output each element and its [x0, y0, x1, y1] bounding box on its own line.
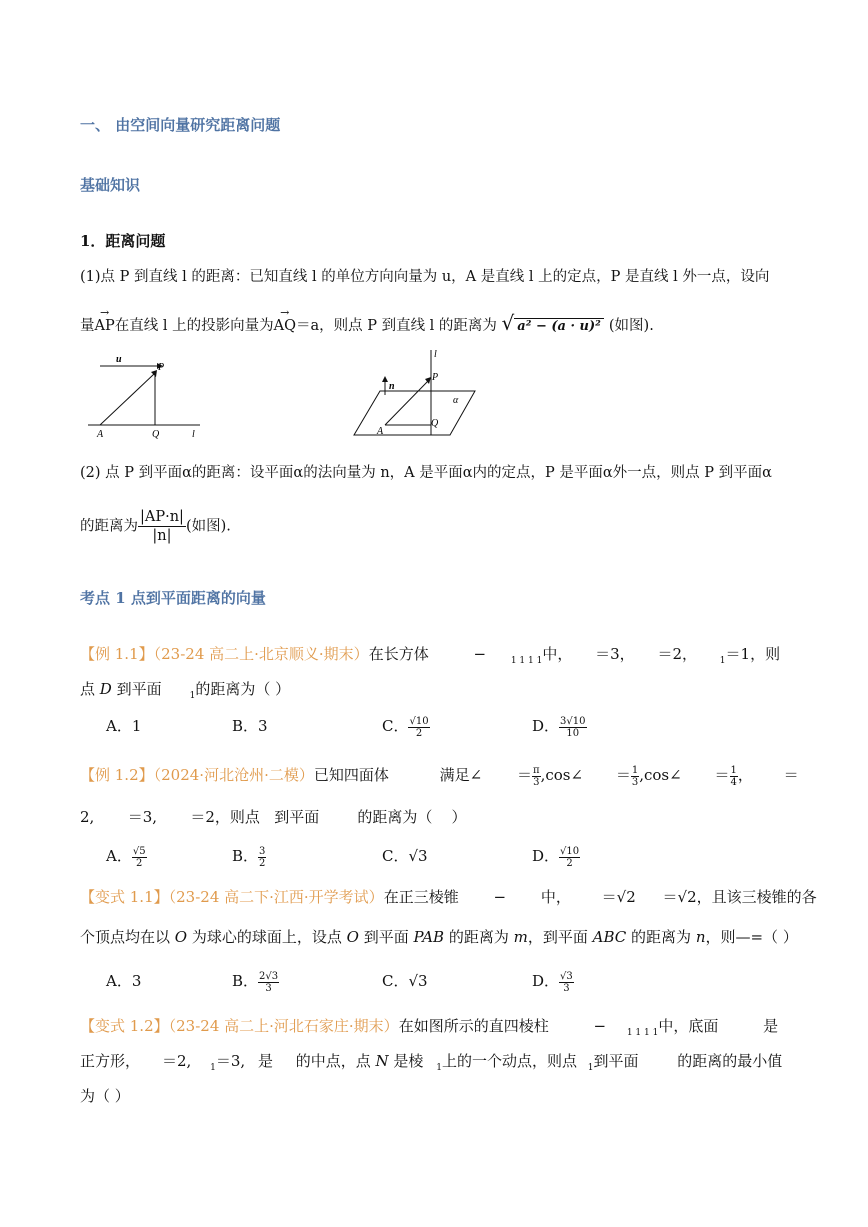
- para2-fraction: $\frac{|AP\cdot n|}{|n|}$: [140, 509, 184, 544]
- option-a: A．3: [106, 972, 142, 990]
- option-b: B． $\frac{2√3}{3}$: [232, 970, 279, 994]
- option-b: B．3: [232, 717, 268, 735]
- option-c: C． $\frac{√10}{2}$: [382, 715, 429, 739]
- example-1-1-line1: 【例 1.1】（23-24 高二上·北京顺义·期末）在长方体 − $_{1 1 1 1}$中， ＝3， ＝2， $_1$＝1，则: [80, 645, 781, 666]
- variant-source: （23-24 高二下·江西·开学考试）: [168, 888, 384, 906]
- variant-1-2-line2: 正方形， ＝2, $_1$＝3, 是 的中点，点 N 是棱 $_1$上的一个动点，则点 $_1$到平面 的距离的最小值: [80, 1052, 783, 1073]
- fig1-q-label: Q: [152, 429, 160, 440]
- variant-1-1-line2: 个顶点均在以 O 为球心的球面上，设点 O 到平面 PAB 的距离为 m，到平面 ABC 的距离为 n，则—=（ ）: [80, 928, 798, 946]
- option-a: A．1: [106, 717, 142, 735]
- variant-tag: 【变式 1.1】: [80, 888, 169, 906]
- option-b: B． $\frac{3}{2}$: [232, 845, 266, 869]
- option-a: A． $\frac{√5}{2}$: [106, 845, 146, 869]
- fig1-u-label: u: [116, 354, 122, 365]
- figure-point-plane-distance: [350, 345, 480, 440]
- example-1-1-options: [106, 715, 587, 739]
- kaodian-heading: 考点 1 点到平面距离的向量: [80, 589, 266, 607]
- fig2-p-label: P: [432, 372, 439, 383]
- fig1-l-label: l: [192, 429, 195, 440]
- variant-1-1-line1: 【变式 1.1】（23-24 高二下·江西·开学考试）在正三棱锥 − 中， ＝√2 ＝√2，且该三棱锥的各: [80, 888, 817, 906]
- example-source: （23-24 高二上·北京顺义·期末）: [153, 645, 369, 663]
- variant-1-2-line1: 【变式 1.2】（23-24 高二上·河北石家庄·期末）在如图所示的直四棱柱 − $_{1 1 1 1}$中，底面 是: [80, 1017, 779, 1038]
- option-d: D． $\frac{√3}{3}$: [532, 970, 573, 994]
- fig2-n-label: n: [389, 381, 395, 392]
- para1-line2: 量→ AP在直线 l 上的投影向量为→ AQ＝a，则点 P 到直线 l 的距离为 √ a² − (a · u)² (如图).: [80, 311, 654, 335]
- example-1-1-line2: 点 D 到平面 $_1$的距离为（ ）: [80, 680, 291, 701]
- variant-tag: 【变式 1.2】: [80, 1017, 169, 1035]
- distance-formula: √ a² − (a · u)²: [502, 317, 609, 334]
- fig2-a-label: A: [377, 426, 384, 437]
- fig2-alpha-label: α: [453, 395, 459, 406]
- topic-heading: 1．距离问题: [80, 232, 166, 250]
- fig2-l-label: l: [434, 349, 437, 360]
- option-d: D． $\frac{√10}{2}$: [532, 845, 580, 869]
- example-1-2-line1: 【例 1.2】（2024·河北沧州·二模）已知四面体 满足∠ ＝ $\frac{\pi}{3}$ ,cos∠ ＝ $\frac{1}{3}$ ,cos∠ ＝ $\frac{1}{4}$ ， ＝: [80, 764, 799, 788]
- option-c: C．√3: [382, 847, 428, 865]
- example-tag: 【例 1.2】: [80, 766, 154, 784]
- para1-line1: (1)点 P 到直线 l 的距离：已知直线 l 的单位方向向量为 u，A 是直线 l 上的定点，P 是直线 l 外一点，设向: [80, 269, 770, 285]
- para2-line1: (2) 点 P 到平面α的距离：设平面α的法向量为 n，A 是平面α内的定点，P 是平面α外一点，则点 P 到平面α: [80, 465, 772, 481]
- vector-aq: → AQ: [274, 318, 296, 334]
- section-title: 一、 由空间向量研究距离问题: [80, 116, 281, 134]
- fig1-a-label: A: [97, 429, 104, 440]
- fig2-q-label: Q: [431, 418, 439, 429]
- example-1-2-options: [106, 845, 580, 869]
- variant-1-2-line3: 为（ ）: [80, 1087, 130, 1105]
- variant-source: （23-24 高二上·河北石家庄·期末）: [168, 1017, 399, 1035]
- para2-line2: 的距离为 $\frac{|AP\cdot n|}{|n|}$ (如图).: [80, 509, 231, 544]
- option-c: C．√3: [382, 972, 428, 990]
- basic-heading: 基础知识: [80, 176, 141, 194]
- variant-1-1-options: [106, 970, 574, 994]
- example-1-2-line2: 2, ＝3, ＝2，则点 到平面 的距离为（ ）: [80, 808, 467, 826]
- fig1-p-label: P: [158, 362, 165, 373]
- figure-point-line-distance: [80, 348, 210, 443]
- example-tag: 【例 1.1】: [80, 645, 154, 663]
- example-source: （2024·河北沧州·二模）: [153, 766, 314, 784]
- vector-ap: → AP: [95, 318, 115, 334]
- option-d: D． $\frac{3√10}{10}$: [532, 715, 586, 739]
